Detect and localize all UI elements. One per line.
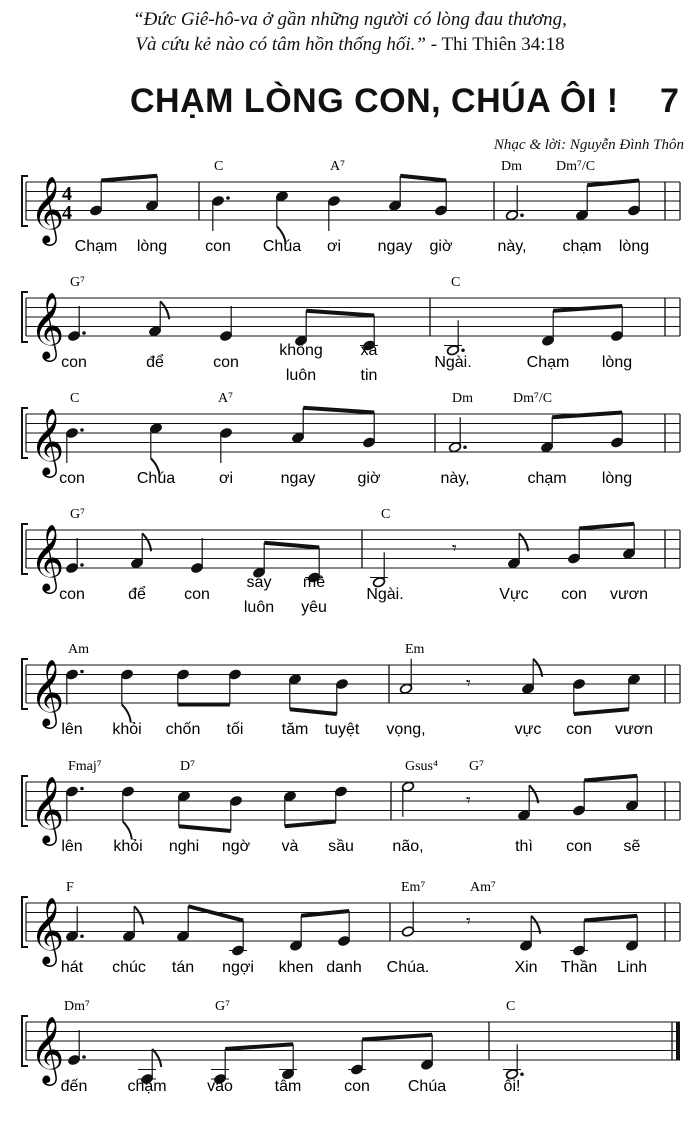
lyric-syllable: nghi (168, 838, 200, 855)
lyric-syllable: giờ (429, 238, 453, 255)
song-title: CHẠM LÒNG CON, CHÚA ÔI ! (130, 82, 619, 120)
lyric-syllable: ngợi (222, 959, 254, 976)
lyric-syllable: mê (302, 574, 326, 591)
lyric-syllable: lên (61, 721, 83, 738)
lyric-syllable: ôi! (503, 1078, 521, 1095)
note-beam (552, 413, 622, 418)
lyric-syllable: con (344, 1078, 370, 1095)
chord-label: A⁷ (218, 391, 233, 406)
note-beam (188, 906, 243, 920)
epigraph-reference: - Thi Thiên 34:18 (425, 34, 565, 55)
lyric-syllable: não, (392, 838, 424, 855)
note-beam (400, 176, 446, 181)
chord-label: G⁷ (469, 759, 484, 774)
note-beam (584, 916, 637, 921)
treble-clef-icon: 𝄞 (30, 658, 65, 726)
note-flag (123, 822, 132, 840)
chord-label: C (506, 999, 516, 1014)
lyric-syllable: say (246, 574, 272, 591)
augmentation-dot (82, 331, 86, 335)
augmentation-dot (80, 670, 84, 674)
lyric-syllable-alt: yêu (301, 599, 327, 616)
lyric-syllable: lòng (618, 238, 650, 255)
augmentation-dot (463, 445, 467, 449)
lyric-syllable: hát (60, 959, 84, 976)
lyric-syllable: vào (207, 1078, 233, 1095)
staff-system (22, 642, 680, 738)
augmentation-dot (80, 934, 84, 938)
chord-label: G⁷ (215, 999, 230, 1014)
staff-system (22, 759, 680, 855)
chord-label: Fmaj⁷ (68, 759, 102, 774)
eighth-rest-icon: 𝄾 (466, 911, 471, 932)
lyric-syllable: không (279, 342, 323, 359)
chord-label: C (381, 507, 391, 522)
lyric-syllable-alt: luôn (285, 367, 317, 384)
lyric-syllable: ngay (377, 238, 413, 255)
chord-label: Am⁷ (470, 880, 496, 895)
chord-label: D⁷ (180, 759, 195, 774)
music-credit: Nhạc & lời: Nguyễn Đình Thôn (493, 137, 684, 153)
note-beam (579, 524, 634, 529)
note-beam (306, 311, 374, 316)
augmentation-dot (80, 563, 84, 567)
lyric-syllable: tán (171, 959, 195, 976)
lyric-syllable: và (281, 838, 299, 855)
note-beam (574, 709, 629, 714)
note-beam (553, 306, 622, 311)
lyric-syllable: con (566, 721, 592, 738)
lyric-syllable: Chúa (136, 470, 176, 487)
augmentation-dot (82, 1055, 86, 1059)
staff-system (22, 159, 680, 255)
lyric-syllable: vươn (609, 586, 649, 603)
lyric-syllable: sẽ (623, 838, 641, 855)
note-beam (179, 826, 231, 831)
lyric-syllable: lòng (136, 238, 168, 255)
chord-label: Gsus⁴ (405, 759, 438, 774)
lyric-syllable: xa (360, 342, 378, 359)
augmentation-dot (461, 348, 465, 352)
treble-clef-icon: 𝄞 (30, 291, 65, 359)
chord-label: G⁷ (70, 507, 85, 522)
treble-clef-icon: 𝄞 (30, 1015, 65, 1083)
lyric-syllable: tâm (274, 1078, 302, 1095)
staff-system (22, 391, 680, 487)
lyric-syllable-alt: tin (360, 367, 378, 384)
augmentation-dot (80, 787, 84, 791)
treble-clef-icon: 𝄞 (30, 896, 65, 964)
chord-label: Dm⁷ (64, 999, 90, 1014)
eighth-rest-icon: 𝄾 (452, 538, 457, 559)
lyric-syllable: ngờ (221, 838, 251, 855)
note-beam (225, 1044, 293, 1049)
lyric-syllable: giờ (357, 470, 381, 487)
staff-system (22, 880, 680, 976)
lyric-syllable: Ngài. (366, 586, 404, 603)
augmentation-dot (226, 196, 230, 200)
lyric-syllable: con (205, 238, 231, 255)
lyric-syllable: đến (60, 1078, 88, 1095)
page-number: 7 (660, 82, 679, 120)
lyric-syllable: con (561, 586, 587, 603)
lyric-syllable: khỏi (112, 721, 142, 738)
lyric-syllable: Chạm (74, 238, 118, 255)
lyric-syllable: con (184, 586, 210, 603)
lyric-syllable: sầu (328, 838, 354, 855)
chord-label: Dm (501, 159, 522, 174)
note-beam (362, 1035, 432, 1040)
lyric-syllable: vươn (614, 721, 654, 738)
lyric-syllable: này, (440, 470, 470, 487)
treble-clef-icon: 𝄞 (30, 775, 65, 843)
chord-label: Am (68, 642, 89, 657)
lyric-syllable: ơi (218, 470, 234, 487)
lyric-syllable-alt: luôn (243, 599, 275, 616)
treble-clef-icon: 𝄞 (30, 523, 65, 591)
chord-label: Dm⁷/C (513, 391, 553, 406)
lyric-syllable: con (213, 354, 239, 371)
lyric-syllable: Xin (514, 959, 538, 976)
note-beam (290, 709, 337, 714)
lyric-syllable: danh (326, 959, 362, 976)
chord-label: A⁷ (330, 159, 345, 174)
eighth-rest-icon: 𝄾 (466, 673, 471, 694)
staff-system (22, 275, 680, 384)
chord-label: C (214, 159, 224, 174)
eighth-rest-icon: 𝄾 (466, 790, 471, 811)
note-beam (285, 822, 336, 827)
treble-clef-icon: 𝄞 (30, 407, 65, 475)
lyric-syllable: vực (514, 721, 542, 738)
lyric-syllable: Vực (499, 586, 529, 603)
augmentation-dot (80, 428, 84, 432)
lyric-syllable: lòng (601, 354, 633, 371)
lyric-syllable: này, (497, 238, 527, 255)
lyric-syllable: chạm (127, 1078, 167, 1095)
lyric-syllable: thì (515, 838, 533, 855)
lyric-syllable: con (61, 354, 87, 371)
staff-system (22, 507, 680, 616)
note-beam (301, 911, 349, 916)
chord-label: Dm (452, 391, 473, 406)
lyric-syllable: Thần (560, 959, 598, 976)
lyric-syllable: tăm (281, 721, 309, 738)
lyric-syllable: ngay (280, 470, 316, 487)
lyric-syllable: chạm (527, 470, 567, 487)
lyric-syllable: để (128, 586, 146, 603)
lyric-syllable: con (59, 470, 85, 487)
lyric-syllable: Chúa (262, 238, 302, 255)
lyric-syllable: tối (226, 721, 244, 738)
lyric-syllable: ơi (326, 238, 342, 255)
note-beam (584, 776, 637, 781)
augmentation-dot (520, 1072, 524, 1076)
epigraph-quote: Và cứu kẻ nào có tâm hồn thống hối.” (135, 34, 426, 55)
note-flag (152, 1049, 161, 1067)
staff-system (22, 999, 680, 1095)
lyric-syllable: Ngài. (434, 354, 472, 371)
note-beam (101, 176, 157, 181)
lyric-syllable: con (59, 586, 85, 603)
lyric-syllable: Chạm (526, 354, 570, 371)
chord-label: G⁷ (70, 275, 85, 290)
lyric-syllable: lòng (601, 470, 633, 487)
note-beam (587, 181, 639, 186)
epigraph-text-1: “Đức Giê-hô-va ở gần những người có lòng đau thương, (133, 9, 567, 30)
treble-clef-icon: 𝄞 (30, 175, 65, 243)
time-signature-bottom: 4 (62, 202, 72, 224)
augmentation-dot (520, 213, 524, 217)
chord-label: F (66, 880, 74, 895)
lyric-syllable: tuyệt (324, 721, 360, 738)
lyric-syllable: khỏi (113, 838, 143, 855)
lyric-syllable: con (566, 838, 592, 855)
chord-label: Em⁷ (401, 880, 426, 895)
lyric-syllable: vọng, (386, 721, 426, 738)
chord-label: Dm⁷/C (556, 159, 596, 174)
lyric-syllable: chốn (165, 721, 201, 738)
lyric-syllable: chúc (112, 959, 146, 976)
lyric-syllable: Linh (616, 959, 648, 976)
lyric-syllable: Chúa (407, 1078, 447, 1095)
lyric-syllable: lên (61, 838, 83, 855)
lyric-syllable: Chúa. (386, 959, 430, 976)
chord-label: Em (405, 642, 425, 657)
note-flag (122, 705, 131, 723)
note-beam (264, 543, 319, 548)
time-signature-top: 4 (62, 183, 72, 205)
lyric-syllable: khen (278, 959, 314, 976)
lyric-syllable: chạm (562, 238, 602, 255)
note-beam (303, 408, 374, 413)
lyric-syllable: để (146, 354, 164, 371)
chord-label: C (70, 391, 80, 406)
chord-label: C (451, 275, 461, 290)
